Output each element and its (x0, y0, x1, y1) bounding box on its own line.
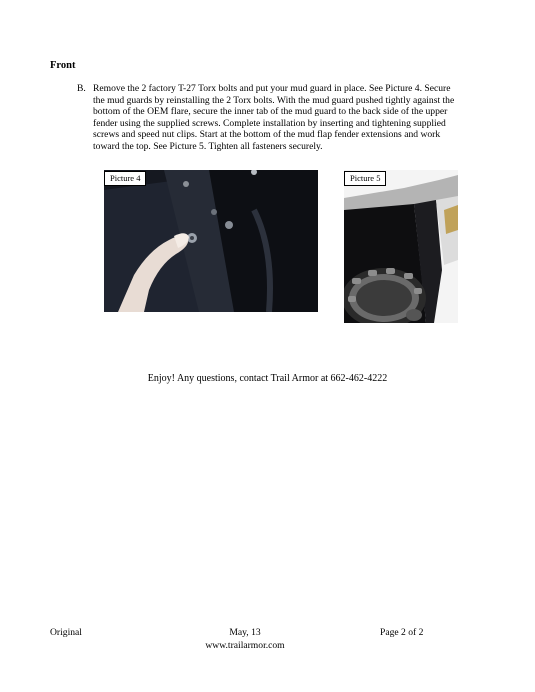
picture-5-caption: Picture 5 (344, 171, 386, 186)
step-marker: B. (77, 83, 86, 94)
footer-date: May, 13 (229, 627, 261, 638)
section-heading: Front (50, 60, 76, 71)
contact-line: Enjoy! Any questions, contact Trail Armor at 662-462-4222 (147, 373, 388, 384)
step-text: Remove the 2 factory T-27 Torx bolts and put your mud guard in place. See Picture 4. Secure the mud guards by reinstalling the 2 Torx bolts. With the mud guard pushed tightly against the bottom of the OEM flare, secure the inner tab of the mud guard to the back side of the upper fender using the supplied screws. Complete installation by inserting and tightening supplied screws and speed nut clips. Start at the bottom of the mud flap fender extensions and work toward the top. See Picture 5. Tighten all fasteners securely. (93, 83, 455, 152)
picture-4-caption: Picture 4 (104, 171, 146, 186)
footer-left: Original (50, 627, 82, 638)
picture-5-image (344, 170, 458, 323)
picture-4-image (104, 170, 318, 312)
footer-website: www.trailarmor.com (205, 639, 285, 651)
instruction-step (77, 83, 457, 153)
page-number: Page 2 of 2 (380, 627, 424, 638)
